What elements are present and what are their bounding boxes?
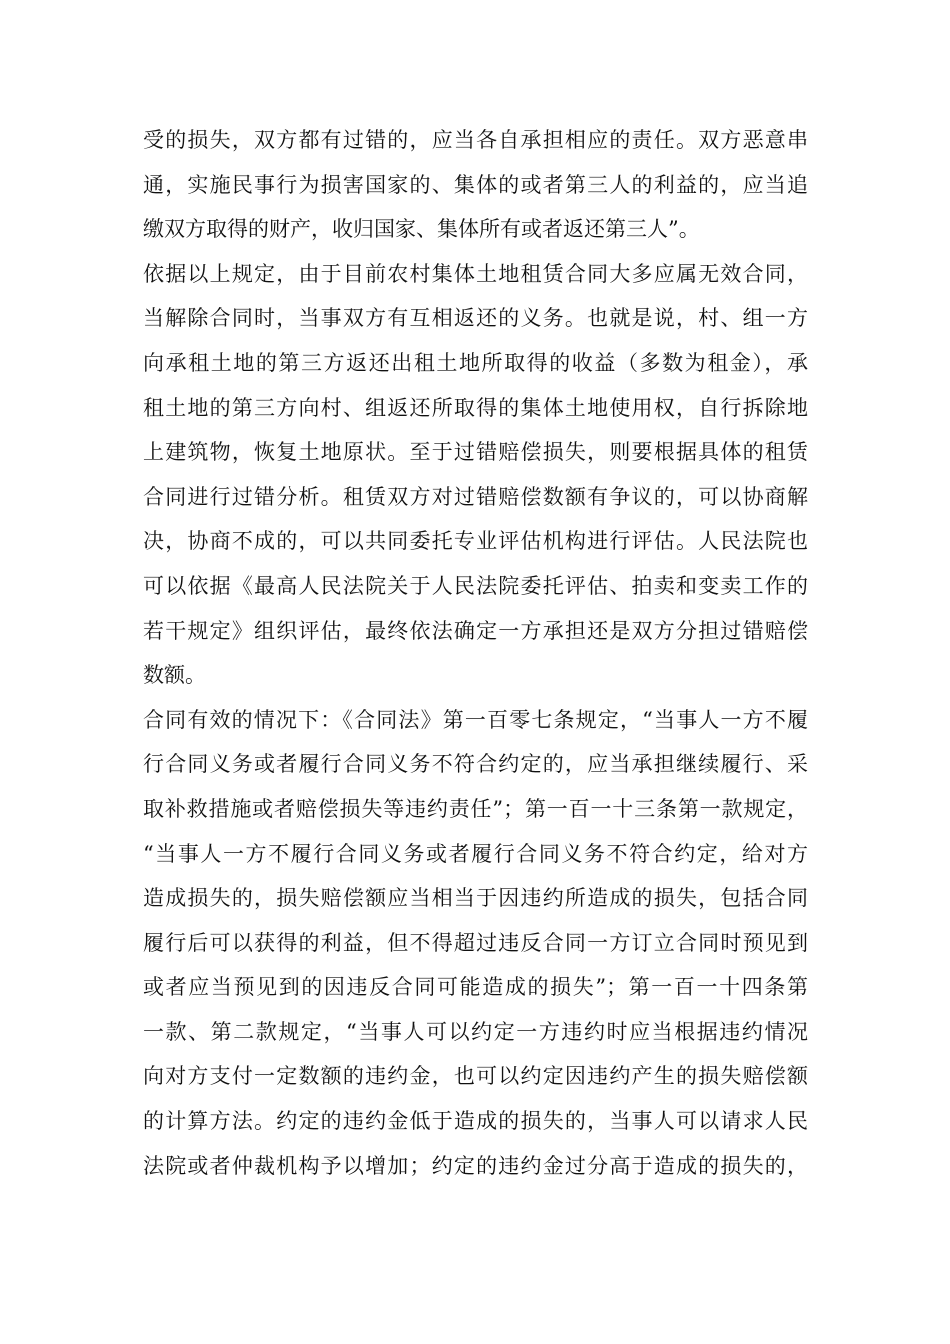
text-line: “当事人一方不履行合同义务或者履行合同义务不符合约定，给对方 bbox=[143, 841, 808, 866]
text-line: 行合同义务或者履行合同义务不符合约定的，应当承担继续履行、采 bbox=[143, 752, 808, 777]
text-line: 当解除合同时，当事双方有互相返还的义务。也就是说，村、组一方 bbox=[143, 306, 808, 331]
text-line: 造成损失的，损失赔偿额应当相当于因违约所造成的损失，包括合同 bbox=[143, 886, 808, 911]
text-line: 法院或者仲裁机构予以增加；约定的违约金过分高于造成的损失的， bbox=[143, 1153, 808, 1178]
text-line: 依据以上规定，由于目前农村集体土地租赁合同大多应属无效合同， bbox=[143, 261, 808, 286]
document-body bbox=[143, 118, 808, 1188]
text-line: 取补救措施或者赔偿损失等违约责任”；第一百一十三条第一款规定， bbox=[143, 796, 808, 821]
text-line: 向对方支付一定数额的违约金，也可以约定因违约产生的损失赔偿额 bbox=[143, 1064, 808, 1089]
text-line: 一款、第二款规定，“当事人可以约定一方违约时应当根据违约情况 bbox=[143, 1019, 808, 1044]
text-line: 受的损失，双方都有过错的，应当各自承担相应的责任。双方恶意串 bbox=[143, 128, 808, 152]
text-line: 上建筑物，恢复土地原状。至于过错赔偿损失，则要根据具体的租赁 bbox=[143, 440, 808, 465]
text-line: 缴双方取得的财产，收归国家、集体所有或者返还第三人”。 bbox=[143, 217, 700, 242]
text-line: 向承租土地的第三方返还出租土地所取得的收益（多数为租金），承 bbox=[143, 350, 808, 375]
text-line: 若干规定》组织评估，最终依法确定一方承担还是双方分担过错赔偿 bbox=[143, 618, 808, 643]
text-line: 合同有效的情况下：《合同法》第一百零七条规定，“当事人一方不履 bbox=[143, 707, 808, 732]
text-line: 履行后可以获得的利益，但不得超过违反合同一方订立合同时预见到 bbox=[143, 930, 808, 955]
text-line: 通，实施民事行为损害国家的、集体的或者第三人的利益的，应当追 bbox=[143, 172, 808, 197]
text-line: 决，协商不成的，可以共同委托专业评估机构进行评估。人民法院也 bbox=[143, 529, 808, 554]
text-line: 数额。 bbox=[143, 663, 206, 688]
text-line: 租土地的第三方向村、组返还所取得的集体土地使用权，自行拆除地 bbox=[143, 395, 808, 420]
text-line: 的计算方法。约定的违约金低于造成的损失的，当事人可以请求人民 bbox=[143, 1109, 808, 1134]
text-line: 可以依据《最高人民法院关于人民法院委托评估、拍卖和变卖工作的 bbox=[143, 573, 808, 598]
text-line: 或者应当预见到的因违反合同可能造成的损失”；第一百一十四条第 bbox=[143, 975, 808, 1000]
text-line: 合同进行过错分析。租赁双方对过错赔偿数额有争议的，可以协商解 bbox=[143, 484, 808, 509]
